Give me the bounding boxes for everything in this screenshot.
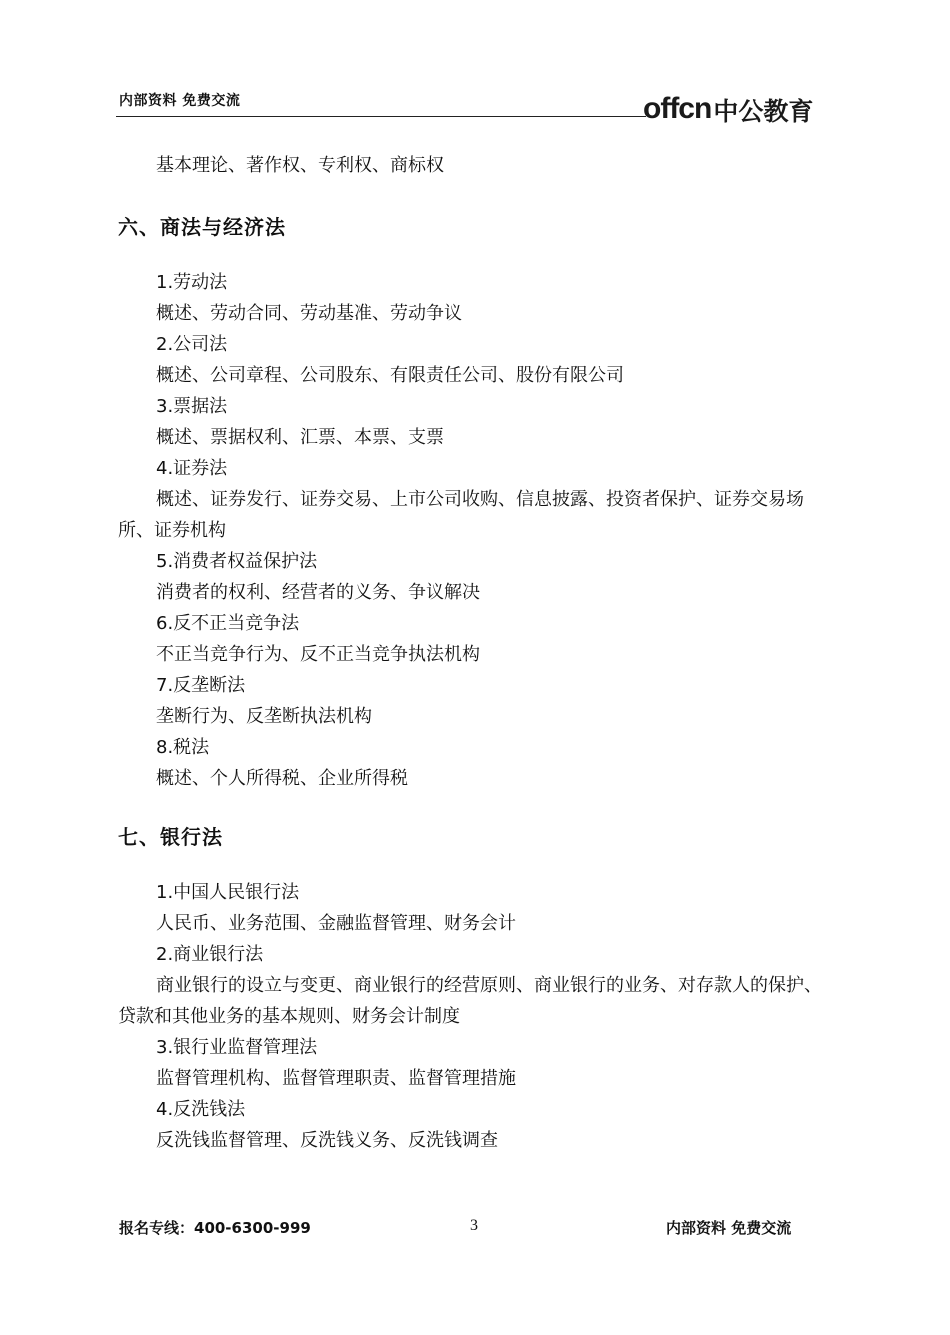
s7-item-3-title: 3.银行业监督管理法 bbox=[156, 1037, 318, 1058]
s7-item-4-desc: 反洗钱监督管理、反洗钱义务、反洗钱调查 bbox=[156, 1130, 498, 1151]
s6-item-8-title: 8.税法 bbox=[156, 737, 210, 758]
logo-latin-text: offcn bbox=[643, 92, 712, 125]
s6-item-7-title: 7.反垄断法 bbox=[156, 675, 246, 696]
s6-item-4-desc-line-1: 概述、证券发行、证券交易、上市公司收购、信息披露、投资者保护、证券交易场 bbox=[156, 489, 804, 510]
offcn-logo bbox=[643, 80, 843, 124]
s6-item-3-title: 3.票据法 bbox=[156, 396, 228, 417]
s6-item-6-desc: 不正当竞争行为、反不正当竞争执法机构 bbox=[156, 644, 480, 665]
s7-item-3-desc: 监督管理机构、监督管理职责、监督管理措施 bbox=[156, 1068, 516, 1089]
s6-item-2-desc: 概述、公司章程、公司股东、有限责任公司、股份有限公司 bbox=[156, 365, 624, 386]
s6-item-1-title: 1.劳动法 bbox=[156, 272, 228, 293]
s6-item-7-desc: 垄断行为、反垄断执法机构 bbox=[156, 706, 372, 727]
s6-item-6-title: 6.反不正当竞争法 bbox=[156, 613, 300, 634]
intro-line: 基本理论、著作权、专利权、商标权 bbox=[156, 155, 444, 176]
s6-item-3-desc: 概述、票据权利、汇票、本票、支票 bbox=[156, 427, 444, 448]
section-7-heading: 七、银行法 bbox=[118, 825, 223, 849]
s6-item-1-desc: 概述、劳动合同、劳动基准、劳动争议 bbox=[156, 303, 462, 324]
s6-item-4-desc-line-2: 所、证券机构 bbox=[118, 520, 226, 541]
s6-item-5-desc: 消费者的权利、经营者的义务、争议解决 bbox=[156, 582, 480, 603]
header-left-text: 内部资料 免费交流 bbox=[119, 93, 241, 109]
s6-item-2-title: 2.公司法 bbox=[156, 334, 228, 355]
s6-item-4-title: 4.证券法 bbox=[156, 458, 228, 479]
footer-page-number: 3 bbox=[470, 1217, 478, 1234]
s7-item-4-title: 4.反洗钱法 bbox=[156, 1099, 246, 1120]
s7-item-2-title: 2.商业银行法 bbox=[156, 944, 264, 965]
logo-chinese-text: 中公教育 bbox=[713, 97, 814, 126]
s6-item-5-title: 5.消费者权益保护法 bbox=[156, 551, 318, 572]
section-6-heading: 六、商法与经济法 bbox=[118, 215, 286, 239]
header-divider bbox=[116, 116, 646, 117]
footer-hotline: 报名专线：400-6300-999 bbox=[119, 1219, 311, 1237]
s6-item-8-desc: 概述、个人所得税、企业所得税 bbox=[156, 768, 408, 789]
s7-item-1-title: 1.中国人民银行法 bbox=[156, 882, 300, 903]
s7-item-1-desc: 人民币、业务范围、金融监督管理、财务会计 bbox=[156, 913, 516, 934]
s7-item-2-desc-line-1: 商业银行的设立与变更、商业银行的经营原则、商业银行的业务、对存款人的保护、 bbox=[156, 975, 822, 996]
footer-right-text: 内部资料 免费交流 bbox=[666, 1219, 792, 1237]
s7-item-2-desc-line-2: 贷款和其他业务的基本规则、财务会计制度 bbox=[118, 1006, 460, 1027]
